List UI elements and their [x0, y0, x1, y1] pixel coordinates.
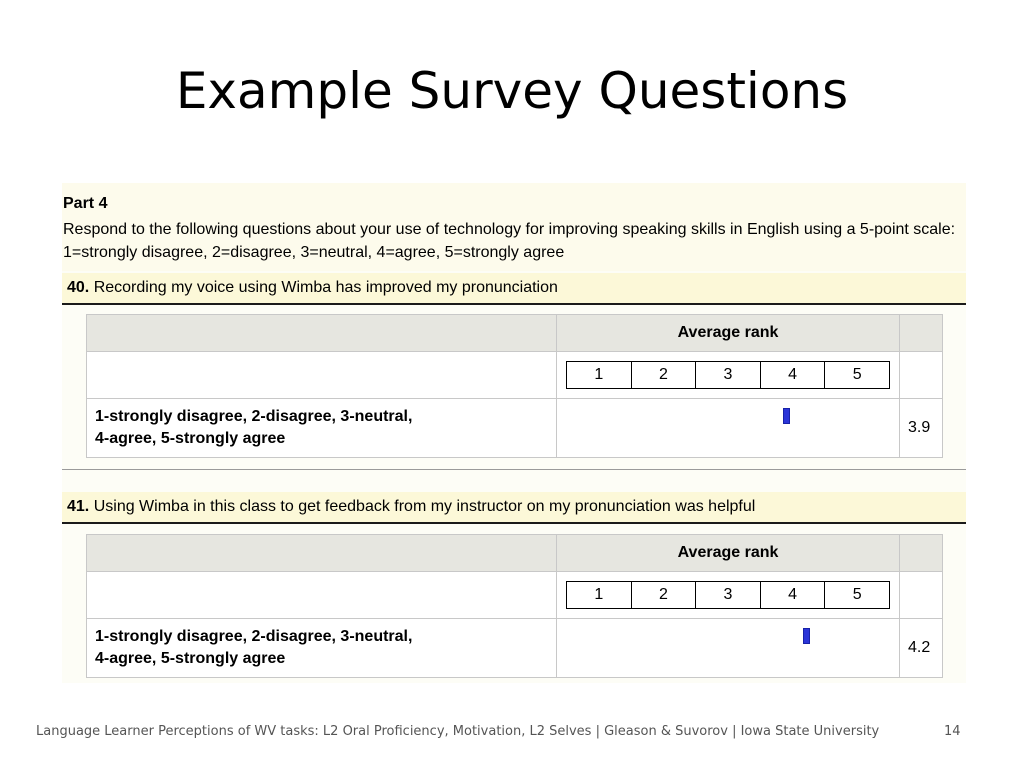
- row-description: [87, 619, 557, 678]
- average-rank-header: Average rank: [557, 315, 900, 352]
- header-blank-cell: [900, 535, 943, 572]
- scale-4: 4: [761, 362, 826, 388]
- instructions: Respond to the following questions about your use of technology for improving speaking skills in English using a 5-point scale: 1=strongly disagree, 2=disagree, 3=neutral, 4=agree, 5=strongly agree: [63, 221, 956, 261]
- row-label-line2: 4-agree, 5-strongly agree: [95, 430, 286, 447]
- scale-blank-cell: [87, 352, 557, 399]
- question-number: 41.: [67, 498, 90, 515]
- rank-scale: [566, 361, 890, 389]
- scale-cell-container: [557, 572, 900, 619]
- question-40-bar: [62, 273, 966, 305]
- scale-3: 3: [696, 582, 761, 608]
- footer-text: Language Learner Perceptions of WV tasks: L2 Oral Proficiency, Motivation, L2 Selves | Gleason & Suvorov | Iowa State University: [36, 724, 880, 739]
- header-blank-cell: [900, 315, 943, 352]
- table-header-row: [87, 315, 943, 352]
- row-label-line1: 1-strongly disagree, 2-disagree, 3-neutral,: [95, 628, 413, 645]
- average-marker: [783, 408, 790, 424]
- survey-screenshot: [62, 183, 966, 683]
- scale-3: 3: [696, 362, 761, 388]
- average-value: 3.9: [900, 399, 943, 458]
- question-41-bar: [62, 492, 966, 524]
- question-label: Using Wimba in this class to get feedback from my instructor on my pronunciation was helpful: [93, 498, 756, 515]
- scale-cell-container: [557, 352, 900, 399]
- row-label-line1: 1-strongly disagree, 2-disagree, 3-neutral,: [95, 408, 413, 425]
- scale-4: 4: [761, 582, 826, 608]
- average-rank-header: Average rank: [557, 535, 900, 572]
- scale-blank-cell: [87, 572, 557, 619]
- scale-1: 1: [567, 362, 632, 388]
- table-header-row: [87, 535, 943, 572]
- row-label-line2: 4-agree, 5-strongly agree: [95, 650, 286, 667]
- scale-2: 2: [632, 362, 697, 388]
- scale-blank-cell: [900, 572, 943, 619]
- section-divider: [62, 469, 966, 470]
- question-40-table: [86, 314, 943, 458]
- question-40-text: [67, 279, 558, 297]
- page-number: 14: [944, 724, 961, 739]
- average-bar-cell: [557, 619, 900, 678]
- row-description: [87, 399, 557, 458]
- scale-blank-cell: [900, 352, 943, 399]
- question-41-table: [86, 534, 943, 678]
- question-label: Recording my voice using Wimba has improved my pronunciation: [93, 279, 558, 296]
- question-41-text: [67, 498, 755, 516]
- result-row: [87, 399, 943, 458]
- slide-title: Example Survey Questions: [175, 62, 849, 120]
- question-number: 40.: [67, 279, 90, 296]
- rank-scale: [566, 581, 890, 609]
- scale-5: 5: [852, 366, 862, 383]
- scale-2: 2: [632, 582, 697, 608]
- average-value: 4.2: [900, 619, 943, 678]
- result-row: [87, 619, 943, 678]
- scale-row: [87, 572, 943, 619]
- scale-row: [87, 352, 943, 399]
- header-blank-cell: [87, 535, 557, 572]
- header-blank-cell: [87, 315, 557, 352]
- scale-1: 1: [567, 582, 632, 608]
- scale-5: 5: [852, 586, 862, 603]
- average-marker: [803, 628, 810, 644]
- part-label: Part 4: [63, 195, 108, 212]
- average-bar-cell: [557, 399, 900, 458]
- part-header: [62, 183, 966, 271]
